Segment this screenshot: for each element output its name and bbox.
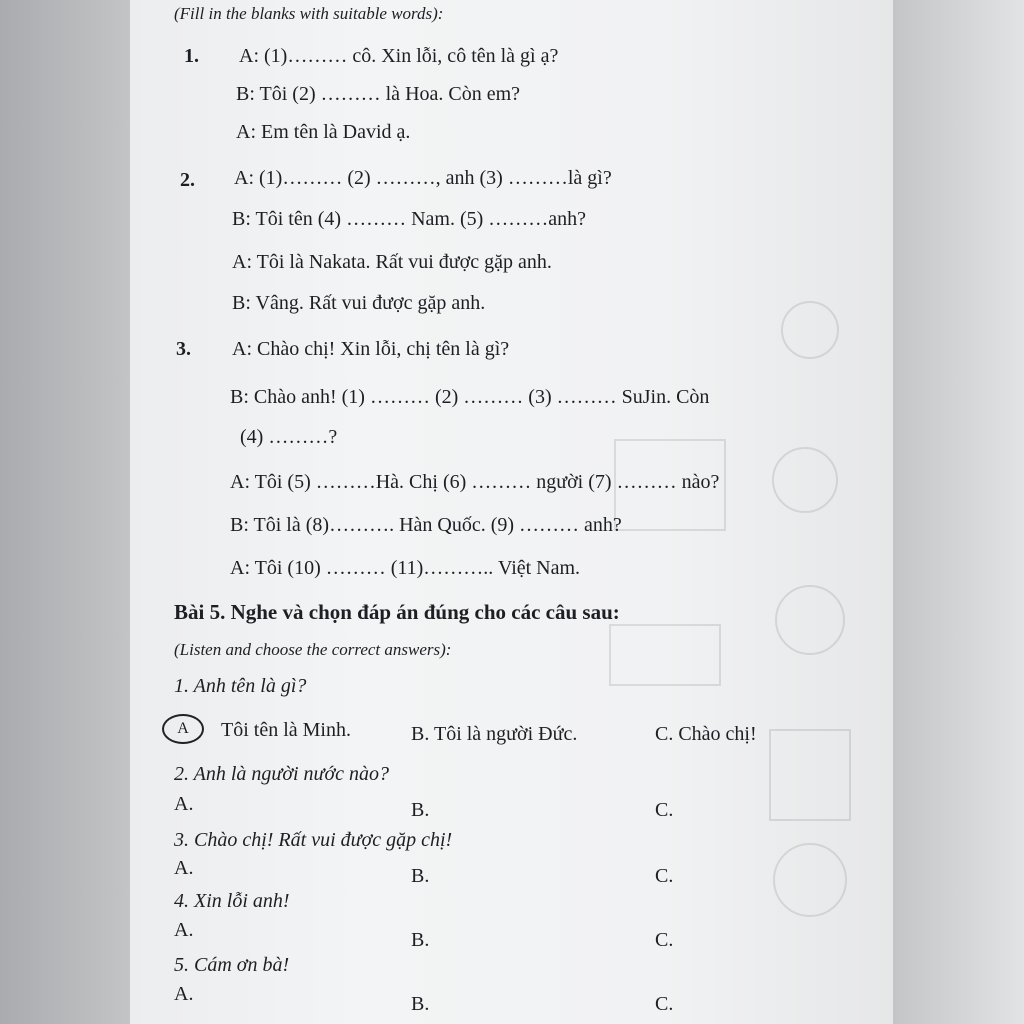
bleed-through-pattern [130,0,893,1024]
question-1-prompt: 1. Anh tên là gì? [174,675,307,697]
question-4-option-b: B. [411,929,430,951]
question-2-option-a: A. [174,793,194,815]
item-3-line-2: B: Chào anh! (1) ……… (2) ……… (3) ……… SuJin. Còn [230,386,710,408]
question-4-option-a: A. [174,919,194,941]
question-1-option-b: B. Tôi là người Đức. [411,723,578,745]
exercise-5-title: Bài 5. Nghe và chọn đáp án đúng cho các câu sau: [174,600,620,624]
book-page [130,0,893,1024]
question-3-prompt: 3. Chào chị! Rất vui được gặp chị! [174,829,453,851]
item-2-line-1: A: (1)……… (2) ………, anh (3) ………là gì? [234,167,612,189]
item-3-number: 3. [176,338,191,360]
question-5-option-c: C. [655,993,674,1015]
item-3-line-4: A: Tôi (5) ………Hà. Chị (6) ……… người (7) ……… nào? [230,471,720,493]
exercise-5-instruction: (Listen and choose the correct answers): [174,640,452,659]
item-3-line-1: A: Chào chị! Xin lỗi, chị tên là gì? [232,338,510,360]
item-2-line-4: B: Vâng. Rất vui được gặp anh. [232,292,486,314]
question-3-option-c: C. [655,865,674,887]
question-5-prompt: 5. Cám ơn bà! [174,954,290,976]
item-3-line-6: A: Tôi (10) ……… (11)……….. Việt Nam. [230,557,581,579]
item-3-line-5: B: Tôi là (8)………. Hàn Quốc. (9) ……… anh? [230,514,622,536]
question-4-prompt: 4. Xin lỗi anh! [174,890,290,912]
question-2-prompt: 2. Anh là người nước nào? [174,763,390,785]
question-1-option-a: Tôi tên là Minh. [221,719,351,741]
item-2-line-2: B: Tôi tên (4) ……… Nam. (5) ………anh? [232,208,587,230]
selected-answer-letter: A [177,720,189,737]
item-1-line-2: B: Tôi (2) ……… là Hoa. Còn em? [236,83,521,105]
item-2-line-3: A: Tôi là Nakata. Rất vui được gặp anh. [232,251,552,273]
question-3-option-a: A. [174,857,194,879]
question-2-option-c: C. [655,799,674,821]
question-1-option-c: C. Chào chị! [655,723,757,745]
item-1-line-3: A: Em tên là David ạ. [236,121,411,143]
item-2-number: 2. [180,169,195,191]
question-4-option-c: C. [655,929,674,951]
selected-answer-circle [162,714,204,744]
question-2-option-b: B. [411,799,430,821]
item-1-line-1: A: (1)……… cô. Xin lỗi, cô tên là gì ạ? [239,45,559,67]
question-5-option-a: A. [174,983,194,1005]
question-5-option-b: B. [411,993,430,1015]
exercise-4-instruction: (Fill in the blanks with suitable words): [174,4,444,23]
background-right [893,0,1024,1024]
item-1-number: 1. [184,45,199,67]
question-3-option-b: B. [411,865,430,887]
item-3-line-3: (4) ………? [240,426,338,448]
background-left [0,0,130,1024]
